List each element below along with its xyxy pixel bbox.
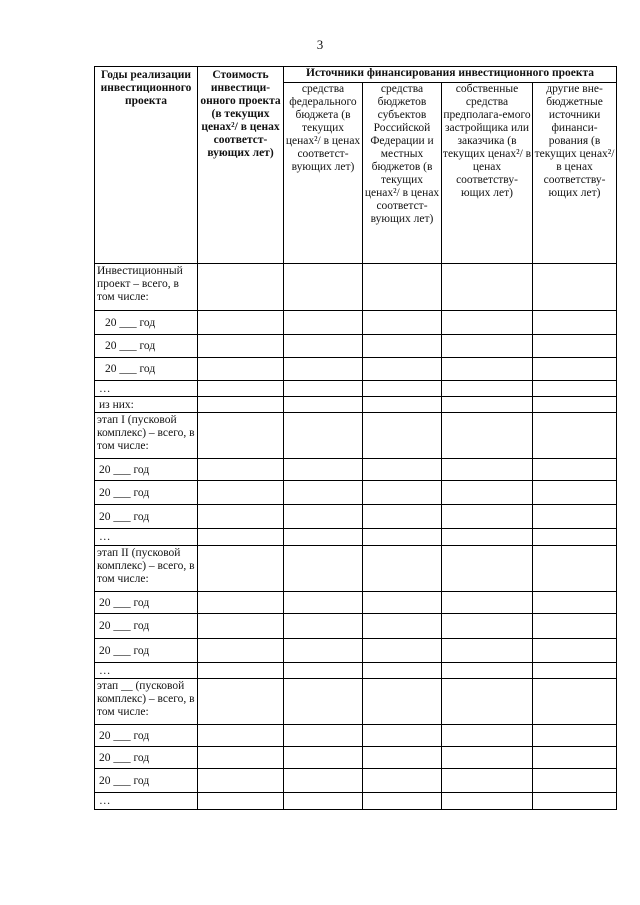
- table-row: [95, 747, 617, 769]
- row-stage-1: этап I (пусковой комплекс) – всего, в том числе:: [95, 413, 198, 459]
- row-year: 20 ___ год: [95, 459, 198, 481]
- table-row: [95, 358, 617, 381]
- row-year: 20 ___ год: [95, 335, 198, 358]
- row-year: 20 ___ год: [95, 311, 198, 335]
- table-row: [95, 663, 617, 679]
- table-row: [95, 793, 617, 810]
- table-row: [95, 639, 617, 663]
- table-row: [95, 546, 617, 592]
- row-year: 20 ___ год: [95, 358, 198, 381]
- row-year: 20 ___ год: [95, 592, 198, 614]
- investment-financing-table: [94, 66, 617, 810]
- table-row: [95, 397, 617, 413]
- header-federal: средства федерального бюджета (в текущих ценах²/ в ценах соответст-вующих лет): [284, 83, 363, 264]
- row-year: 20 ___ год: [95, 639, 198, 663]
- header-years: Годы реализации инвестиционного проекта: [95, 67, 198, 264]
- table-row: [95, 481, 617, 505]
- table-row: [95, 529, 617, 546]
- row-ellipsis: …: [95, 793, 198, 810]
- table-row: [95, 679, 617, 725]
- row-stage-n: этап __ (пусковой комплекс) – всего, в том числе:: [95, 679, 198, 725]
- table-row: [95, 264, 617, 311]
- table-row: [95, 614, 617, 639]
- header-sources: Источники финансирования инвестиционного проекта: [284, 67, 617, 83]
- table-row: [95, 769, 617, 793]
- table-row: [95, 725, 617, 747]
- table-row: [95, 311, 617, 335]
- table-row: [95, 381, 617, 397]
- row-year: 20 ___ год: [95, 747, 198, 769]
- row-of-them: из них:: [95, 397, 198, 413]
- table-row: [95, 335, 617, 358]
- table-row: [95, 505, 617, 529]
- row-ellipsis: …: [95, 381, 198, 397]
- row-year: 20 ___ год: [95, 481, 198, 505]
- row-project-total: Инвестиционный проект – всего, в том числе:: [95, 264, 198, 311]
- header-own: собственные средства предполага-емого застройщика или заказчика (в текущих ценах²/ в ценах соответству-ющих лет): [442, 83, 533, 264]
- row-year: 20 ___ год: [95, 769, 198, 793]
- page-number: 3: [316, 37, 324, 52]
- header-other: другие вне-бюджетные источники финанси-рования (в текущих ценах²/ в ценах соответству-ющих лет): [533, 83, 617, 264]
- row-ellipsis: …: [95, 529, 198, 546]
- row-stage-2: этап II (пусковой комплекс) – всего, в том числе:: [95, 546, 198, 592]
- header-regional: средства бюджетов субъектов Российской Федерации и местных бюджетов (в текущих ценах²/ в ценах соответст-вующих лет): [363, 83, 442, 264]
- header-cost: Стоимость инвестици-онного проекта (в текущих ценах²/ в ценах соответст-вующих лет): [198, 67, 284, 264]
- row-year: 20 ___ год: [95, 725, 198, 747]
- table-row: [95, 459, 617, 481]
- table-row: [95, 413, 617, 459]
- table-row: [95, 592, 617, 614]
- row-year: 20 ___ год: [95, 505, 198, 529]
- row-ellipsis: …: [95, 663, 198, 679]
- row-year: 20 ___ год: [95, 614, 198, 639]
